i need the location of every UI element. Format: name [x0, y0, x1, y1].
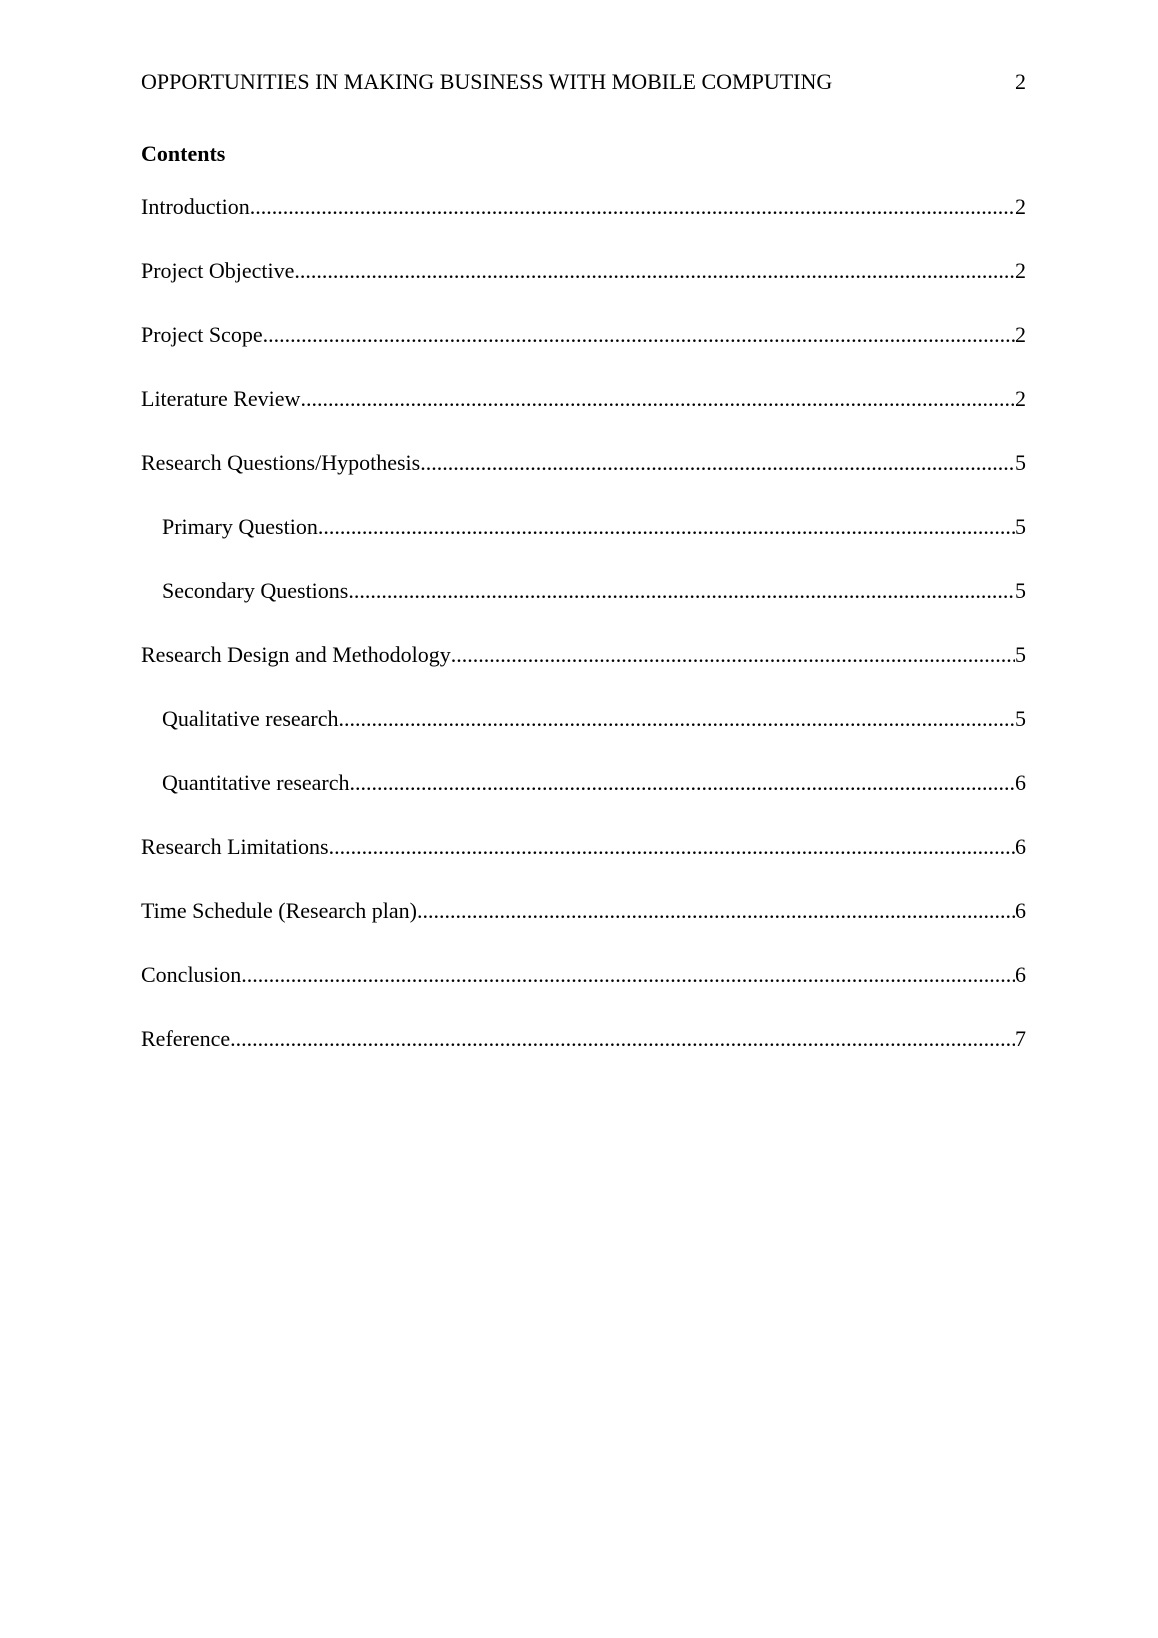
toc-dot-leader [318, 513, 1015, 541]
toc-entry[interactable] [141, 385, 1026, 449]
toc-entry-label[interactable]: Research Limitations [141, 834, 329, 859]
toc-entry-label[interactable]: Conclusion [141, 962, 242, 987]
toc-entry-page: 5 [1015, 578, 1026, 603]
toc-dot-leader [230, 1025, 1015, 1053]
toc-dot-leader [250, 193, 1015, 221]
toc-dot-leader [350, 769, 1015, 797]
toc-entry-page: 6 [1015, 834, 1026, 859]
toc-entry[interactable] [141, 705, 1026, 769]
toc-entry-page: 2 [1015, 386, 1026, 411]
toc-entry[interactable] [141, 961, 1026, 1025]
toc-dot-leader [420, 449, 1015, 477]
toc-entry-label[interactable]: Secondary Questions [162, 578, 349, 603]
toc-entry[interactable] [141, 257, 1026, 321]
toc-entry-page: 5 [1015, 450, 1026, 475]
toc-entry-page: 5 [1015, 514, 1026, 539]
toc-entry-label[interactable]: Project Scope [141, 322, 263, 347]
toc-entry[interactable] [141, 577, 1026, 641]
toc-entry-label[interactable]: Introduction [141, 194, 250, 219]
toc-dot-leader [339, 705, 1015, 733]
toc-dot-leader [241, 961, 1015, 989]
toc-entry[interactable] [141, 769, 1026, 833]
toc-entry-label[interactable]: Project Objective [141, 258, 295, 283]
toc-entry-page: 2 [1015, 258, 1026, 283]
toc-entry-page: 2 [1015, 322, 1026, 347]
toc-entry-label[interactable]: Qualitative research [162, 706, 339, 731]
toc-dot-leader [294, 257, 1015, 285]
toc-entry-label[interactable]: Quantitative research [162, 770, 350, 795]
toc-dot-leader [417, 897, 1015, 925]
toc-entry-page: 5 [1015, 706, 1026, 731]
toc-entry-label[interactable]: Reference [141, 1026, 231, 1051]
toc-entry-label[interactable]: Research Design and Methodology [141, 642, 451, 667]
toc-entry[interactable] [141, 833, 1026, 897]
toc-entry-label[interactable]: Research Questions/Hypothesis [141, 450, 421, 475]
toc-entry[interactable] [141, 897, 1026, 961]
running-header [141, 68, 1026, 96]
toc-entry-page: 6 [1015, 898, 1026, 923]
toc-entry[interactable] [141, 641, 1026, 705]
toc-dot-leader [329, 833, 1015, 861]
contents-heading: Contents [141, 141, 226, 166]
toc-dot-leader [263, 321, 1015, 349]
toc-entry[interactable] [141, 1025, 1026, 1089]
toc-entry-page: 6 [1015, 770, 1026, 795]
toc-entry-page: 2 [1015, 194, 1026, 219]
toc-dot-leader [348, 577, 1015, 605]
toc-entry-page: 7 [1015, 1026, 1026, 1051]
toc-entry[interactable] [141, 449, 1026, 513]
table-of-contents [141, 193, 1026, 1089]
toc-entry-label[interactable]: Primary Question [162, 514, 318, 539]
toc-dot-leader [300, 385, 1015, 413]
toc-entry-page: 5 [1015, 642, 1026, 667]
header-title: OPPORTUNITIES IN MAKING BUSINESS WITH MOBILE COMPUTING [141, 69, 833, 94]
toc-entry-label[interactable]: Time Schedule (Research plan) [141, 898, 417, 923]
toc-dot-leader [451, 641, 1015, 669]
header-page-number: 2 [1015, 69, 1026, 94]
toc-entry-label[interactable]: Literature Review [141, 386, 301, 411]
toc-entry[interactable] [141, 513, 1026, 577]
toc-entry[interactable] [141, 321, 1026, 385]
toc-entry[interactable] [141, 193, 1026, 257]
toc-entry-page: 6 [1015, 962, 1026, 987]
